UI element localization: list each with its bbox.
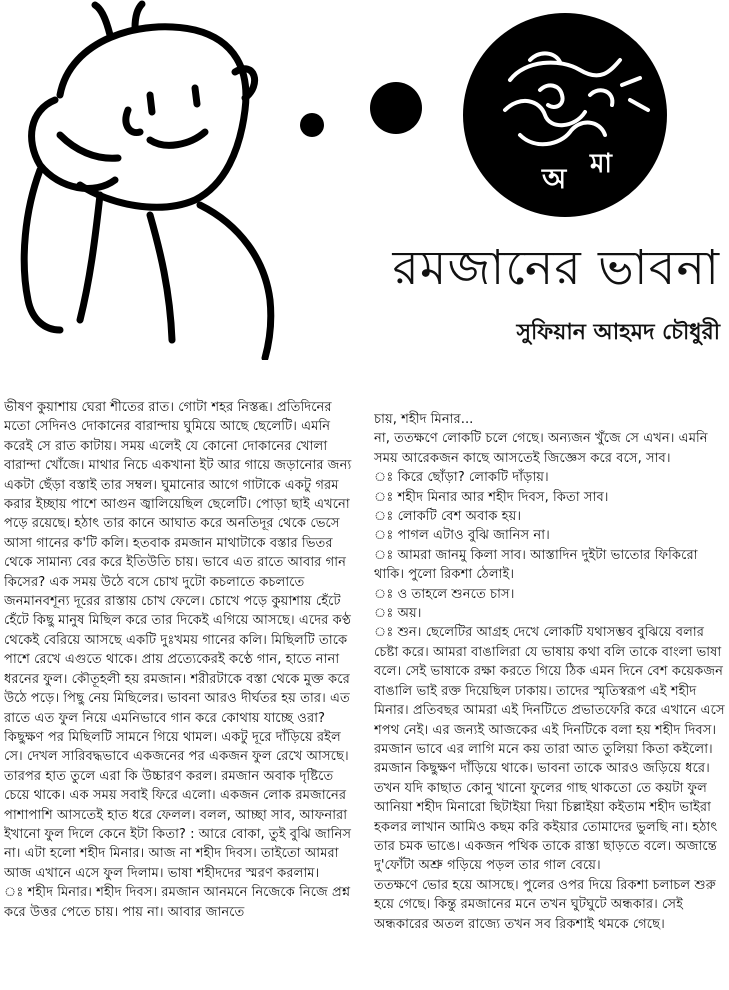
paragraph: চায়, শহীদ মিনার... [374, 412, 474, 427]
paragraph: ঃ অয়। [374, 606, 422, 622]
paragraph: ঃ পাগল এটাও বুঝি জানিস না। [374, 528, 550, 544]
thought-dot-medium [370, 82, 422, 134]
paragraph: ঃ ও তাহলে শুনতে চাস। [374, 586, 515, 602]
body-column-left [4, 398, 356, 990]
paragraph: ঃ আমরা জানমু কিলা সাব। আস্তাদিন দুইটা ভাতোর ফিকিরো থাকি। পুলো রিকশা ঠেলাই। [374, 547, 698, 583]
article-author: সুফিয়ান আহমদ চৌধুরী [516, 320, 720, 345]
thought-dot-small [300, 113, 324, 137]
paragraph: না, ততক্ষণে লোকটি চলে গেছে। অন্যজন খুঁজে সে এখন। এমনি সময় আরেকজন কাছে আসতেই জিজ্ঞেস করে বসে, সাব। [374, 431, 708, 466]
bubble-letter-o: অ [542, 162, 567, 195]
body-column-right [374, 410, 726, 990]
paragraph: ঃ কিরে ছোঁড়া? লোকটি দাঁড়ায়। [374, 470, 549, 486]
header-illustration [0, 0, 729, 360]
paragraph: ঃ শহীদ মিনার। শহীদ দিবস। রমজান আনমনে নিজেকে নিজে প্রশ্ন করে উত্তর পেতে চায়। পায় না। আবার জানতে [4, 885, 351, 920]
thinking-person-drawing [24, 4, 271, 358]
paragraph: ভীষণ কুয়াশায় ঘেরা শীতের রাত। গোটা শহর নিস্তব্ধ। প্রতিদিনের মতো সেদিনও দোকানের বারান্দায় ঘুমিয়ে আছে ছেলেটি। এমনি করেই সে রাত কাটায়। সময় এলেই যে কোনো দোকানের খোলা বারান্দা খোঁজে। মাথার নিচে একখানা ইট আর গায়ে জড়ানোর জন্য একটা ছেঁড়া বস্তাই তার সম্বল। ঘুমানোর আগে গাটাকে একটু গরম করার ইচ্ছায় পাশে আগুন জ্বালিয়েছিল ছেলেটি। পোড়া ছাই এখনো পড়ে রয়েছে। হঠাৎ তার কানে আঘাত করে অনতিদূর থেকে ভেসে আসা গানের ক'টি কলি। হতবাক রমজান মাথাটাকে বস্তার ভিতর থেকে সামান্য বের করে ইতিউতি চায়। ভাবে এত রাতে আবার গান কিসের? এক সময় উঠে বসে চোখ দুটো কচলাতে কচলাতে জনমানবশূন্য দূরের রাস্তায় চোখ ফেলে। চোখে পড়ে কুয়াশায় হেঁটে হেঁটে কিছু মানুষ মিছিল করে তার দিকেই এগিয়ে আসছে। এদের কণ্ঠ থেকেই বেরিয়ে আসছে একটি দুঃখময় গানের কলি। মিছিলটি তাকে পাশে রেখে এগুতে থাকে। প্রায় প্রত্যেকেরই কণ্ঠে গান, হাতে নানা ধরনের ফুল। কৌতূহলী হয় রমজান। শরীরটাকে বস্তা থেকে মুক্ত করে উঠে পড়ে। পিছু নেয় মিছিলের। ভাবনা আরও দীর্ঘতর হয় তার। এত রাতে এত ফুল নিয়ে এমনিভাবে গান করে কোথায় যাচ্ছে ওরা? কিছুক্ষণ পর মিছিলটি সামনে গিয়ে থামল। একটু দূরে দাঁড়িয়ে রইল সে। দেখল সারিবদ্ধভাবে একজনের পর একজন ফুল রেখে আসছে। তারপর হাত তুলে এরা কি উচ্চারণ করল। রমজান অবাক দৃষ্টিতে চেয়ে থাকে। এক সময় সবাই ফিরে এলো। একজন লোক রমজানের পাশাপাশি আসতেই হাত ধরে ফেলল। বলল, আচ্ছা সাব, আফনারা ইখানো ফুল দিলে কেনে ইটা কিতা? : আরে বোকা, তুই বুঝি জানিস না। এটা হলো শহীদ মিনার। আজ না শহীদ দিবস। তাইতো আমরা আজ এখানে এসে ফুল দিলাম। ভাষা শহীদদের স্মরণ করলাম। [4, 400, 352, 881]
paragraph: ঃ লোকটি বেশ অবাক হয়। [374, 509, 522, 525]
article-title: রমজানের ভাবনা [392, 240, 720, 296]
paragraph: ঃ শুন। ছেলেটির আগ্রহ দেখে লোকটি যথাসম্ভব বুঝিয়ে বলার চেষ্টা করে। আমরা বাঙালিরা যে ভাষায় কথা বলি তাকে বাংলা ভাষা বলে। সেই ভাষাকে রক্ষা করতে গিয়ে ঠিক এমন দিনে বেশ কয়েকজন বাঙালি ভাই রক্ত দিয়েছিল ঢাকায়। তাদের স্মৃতিস্বরূপ এই শহীদ মিনার। প্রতিবছর আমরা এই দিনটিতে প্রভাতফেরি করে এখানে এসে শপথ নেই। এর জন্যই আজকের এই দিনটিকে বলা হয় শহীদ দিবস। রমজান ভাবে এর লাগি মনে কয় তারা আত তুলিয়া কিতা কইলো। রমজান কিছুক্ষণ দাঁড়িয়ে থাকে। ভাবনা তাকে আরও জড়িয়ে ধরে। তখন যদি কাছাত কোনু খানো ফুলের গাছ থাকতো তে কয়টা ফুল আনিয়া শহীদ মিনারো ছিটাইয়া দিয়া চিল্লাইয়া কইতাম শহীদ ভাইরা হকলর লাখান আমিও কছম করি কইয়ার তোমাদের ভুলছি না। হঠাৎ তার চমক ভাঙে। একজন পথিক তাকে রাস্তা ছাড়তে বলে। অজান্তে দু'ফোঁটা অশ্রু গড়িয়ে পড়ল তার গাল বেয়ে। [374, 625, 725, 874]
bubble-letter-ma: মা [590, 149, 612, 179]
paragraph: ঃ শহীদ মিনার আর শহীদ দিবস, কিতা সাব। [374, 489, 609, 505]
paragraph: ততক্ষণে ভোর হয়ে আসছে। পুলের ওপর দিয়ে রিকশা চলাচল শুরু হয়ে গেছে। কিন্তু রমজানের মনে তখন ঘুটঘুটে অন্ধকার। সেই অন্ধকারের অতল রাজ্যে তখন সব রিকশাই থমকে গেছে। [374, 877, 716, 932]
thought-bubble [463, 13, 667, 217]
